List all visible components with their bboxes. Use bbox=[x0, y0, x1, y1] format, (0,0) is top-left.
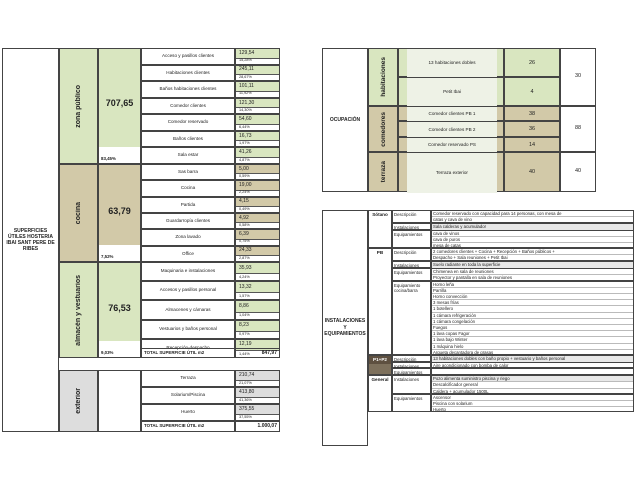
surface-row-value: 4,92 bbox=[236, 214, 279, 223]
occupancy-row-value-cell bbox=[504, 152, 560, 192]
occupancy-row-label: Petit Ibai bbox=[407, 78, 497, 107]
exterior-name: exterior bbox=[75, 388, 82, 414]
occupancy-group bbox=[368, 152, 596, 192]
installations-line: Suelo radiante en toda la superficie bbox=[432, 262, 633, 268]
exterior-row-value: 413,80 bbox=[236, 388, 279, 398]
installations-section-name-cell bbox=[368, 375, 392, 412]
exterior-total-value: 1.000,07 bbox=[235, 421, 280, 432]
installations-line: Proyector y pantalla en sala de reuniones bbox=[433, 274, 513, 280]
zone-total: 63,79 bbox=[108, 206, 131, 216]
surface-row-values bbox=[235, 300, 280, 319]
occupancy-group-name: habitaciones bbox=[379, 57, 387, 97]
occupancy-row-label: Comedor clientes PB 1 bbox=[407, 107, 497, 122]
occupancy-group-name: terraza bbox=[379, 161, 387, 183]
occupancy-row-value: 4 bbox=[530, 88, 534, 95]
zone-pct: 7,52% bbox=[101, 254, 114, 259]
installations-category: Descripción bbox=[394, 212, 417, 217]
surface-row-value: 12,19 bbox=[236, 340, 279, 351]
installations-line: Horno convección bbox=[432, 294, 633, 300]
installations-line: mesa de catas bbox=[433, 242, 461, 248]
surface-row-value: 121,30 bbox=[236, 99, 279, 109]
occupancy-row-label-cell bbox=[398, 106, 504, 121]
installations-category-cell bbox=[392, 223, 431, 230]
surface-row-value: 35,93 bbox=[236, 263, 279, 274]
occupancy-row-label-cell bbox=[398, 121, 504, 136]
surface-row-value: 129,54 bbox=[236, 49, 279, 59]
installations-line: Comedor reservado con capacidad para 14 personas, con mesa de bbox=[432, 211, 633, 217]
surface-row-pct: 6,44% bbox=[239, 124, 250, 129]
occupancy-group bbox=[368, 48, 596, 106]
occupancy-row-value-cell bbox=[504, 77, 560, 106]
installations-category: Equipamientos bbox=[394, 395, 423, 401]
zone-name: almacén y vestuarios bbox=[75, 274, 82, 346]
surface-row-label: Recepción-despacho bbox=[141, 339, 235, 358]
surface-row-pct: 1,97% bbox=[239, 141, 250, 146]
exterior-row-values bbox=[235, 387, 280, 404]
installations-category-cell bbox=[392, 368, 431, 375]
occupancy-group-name-cell bbox=[368, 48, 398, 106]
surface-row-label: Sala estar bbox=[141, 147, 235, 164]
installations-line: Fuegos bbox=[432, 325, 633, 331]
installations-value-cell bbox=[431, 223, 634, 230]
installations-category-cell bbox=[392, 355, 431, 362]
installations-line: 1 botellero bbox=[432, 306, 633, 312]
occupancy-group bbox=[368, 106, 596, 152]
installations-value-cell bbox=[431, 362, 634, 369]
surface-row-label: Acceso y pasillos clientes bbox=[141, 48, 235, 65]
installations-category-cell bbox=[392, 362, 431, 369]
installations-value-cell bbox=[431, 248, 634, 261]
installations-section-name-cell bbox=[368, 355, 392, 375]
surface-total-row bbox=[141, 348, 280, 358]
zone-total: 707,65 bbox=[105, 98, 134, 108]
installations-value-cell bbox=[431, 230, 634, 249]
zone-name: zona público bbox=[75, 84, 82, 128]
surface-row-values bbox=[235, 98, 280, 115]
exterior-row-pct: 21,07% bbox=[239, 380, 252, 385]
surface-row-label: Habitaciones clientes bbox=[141, 65, 235, 82]
installations-line: Parrilla bbox=[432, 288, 633, 294]
installations-line: 1 máquina hielo bbox=[432, 344, 633, 350]
occupancy-row-value-cell bbox=[504, 106, 560, 121]
installations-line: 1 lava bajo Winter bbox=[432, 337, 633, 343]
surface-row-label: Guardarropía clientes bbox=[141, 213, 235, 229]
installations-category: Equipamientos bbox=[394, 269, 423, 275]
surface-row-pct: 14,30% bbox=[239, 107, 252, 112]
surface-row-pct: 15,28% bbox=[239, 58, 252, 63]
occupancy-group-total: 30 bbox=[560, 48, 596, 106]
occupancy-group-name: comedores bbox=[379, 111, 387, 147]
occupancy-group-total: 40 bbox=[560, 152, 596, 192]
installations-line: Piscina con solarium bbox=[432, 401, 633, 407]
surface-table bbox=[2, 48, 280, 432]
surface-row-pct: 2,87% bbox=[239, 255, 250, 260]
installations-category: Instalaciones bbox=[394, 263, 420, 269]
zone-total-cell bbox=[98, 48, 141, 164]
surface-row-label: Baños habitaciones clientes bbox=[141, 81, 235, 98]
surface-row-label: Sas barra bbox=[141, 164, 235, 180]
zone-total-cell bbox=[98, 164, 141, 262]
installations-sections bbox=[368, 210, 634, 446]
exterior-row-value: 375,55 bbox=[236, 405, 279, 415]
installations-category-cell bbox=[392, 261, 431, 268]
installations-category: Descripción bbox=[394, 250, 417, 256]
surface-row-pct: 4,87% bbox=[239, 157, 250, 162]
surface-row-values bbox=[235, 81, 280, 98]
installations-category-cell bbox=[392, 268, 431, 281]
surface-row-pct: 0,49% bbox=[239, 206, 250, 211]
surface-total-label: TOTAL SUPERFICIE ÚTIL m2 bbox=[141, 348, 235, 358]
installations-section bbox=[368, 210, 634, 248]
installations-line: catas y cava de vino bbox=[433, 217, 472, 223]
installations-category-cell bbox=[392, 281, 431, 355]
installations-line: Despacho + Sala reuniones + Petit Ibai bbox=[433, 255, 508, 261]
occupancy-row-label-cell bbox=[398, 137, 504, 152]
installations-category: Equipamientos bbox=[394, 370, 423, 376]
installations-value-cell bbox=[431, 210, 634, 223]
installations-line: 3 mesas frías bbox=[432, 300, 633, 306]
installations-category-cell bbox=[392, 210, 431, 223]
installations-value-cell bbox=[431, 375, 634, 394]
installations-value-cell bbox=[431, 281, 634, 355]
zone-name-cell bbox=[59, 164, 98, 262]
installations-line: Chimenea en sala de reuniones bbox=[432, 269, 633, 275]
installations-category-cell bbox=[392, 394, 431, 413]
installations-line: Descalcificador general bbox=[432, 382, 633, 388]
zone-block bbox=[59, 164, 280, 262]
surface-row-pct: 0,59% bbox=[239, 174, 250, 179]
surface-row-values bbox=[235, 164, 280, 180]
surface-row-value: 8,23 bbox=[236, 321, 279, 332]
surface-row-values bbox=[235, 65, 280, 82]
installations-section bbox=[368, 375, 634, 412]
surface-row-pct: 1,57% bbox=[239, 294, 250, 299]
surface-row-value: 4,15 bbox=[236, 198, 279, 207]
installations-line: Pozo alimenta suministro piscina y riego bbox=[432, 376, 633, 382]
surface-row-label: Zona lavado bbox=[141, 229, 235, 245]
zone-name-cell bbox=[59, 262, 98, 358]
exterior-row-label: Solarium/Piscina bbox=[141, 387, 235, 404]
exterior-row-pct: 41,36% bbox=[239, 397, 252, 402]
occupancy-table bbox=[322, 48, 596, 192]
installations-value-cell bbox=[431, 268, 634, 281]
installations-category: Equipamiento cocina/barra bbox=[394, 282, 421, 294]
occupancy-row-value: 40 bbox=[528, 169, 536, 176]
exterior-row-values bbox=[235, 370, 280, 387]
surface-row-values bbox=[235, 281, 280, 300]
surface-row-values bbox=[235, 147, 280, 164]
installations-line: cava de puros bbox=[432, 237, 633, 243]
occupancy-row-label-cell bbox=[398, 77, 504, 106]
occupancy-row-label: Terraza exterior bbox=[407, 153, 497, 193]
exterior-row-values bbox=[235, 404, 280, 421]
occupancy-group-name-cell bbox=[368, 152, 398, 192]
installations-section-name: Sótano bbox=[369, 211, 391, 219]
installations-line: Aire acondicionado con bomba de calor bbox=[433, 362, 509, 368]
zone-total-cell bbox=[98, 262, 141, 358]
occupancy-row-value-cell bbox=[504, 121, 560, 136]
surface-row-label: Partida bbox=[141, 197, 235, 213]
installations-line: 1 cámara congelación bbox=[432, 319, 633, 325]
zone-total-shade bbox=[99, 165, 140, 245]
occupancy-row-label-cell bbox=[398, 152, 504, 192]
surface-row-pct: 2,24% bbox=[239, 190, 250, 195]
zone-total-shade bbox=[99, 263, 140, 341]
exterior-total-row bbox=[141, 421, 280, 432]
installations-category: Instalaciones bbox=[394, 377, 420, 383]
surface-row-label: Vestuarios y baños personal bbox=[141, 320, 235, 339]
surface-row-values bbox=[235, 262, 280, 281]
installations-line: 1 lava copas Fagor bbox=[432, 331, 633, 337]
surface-table-title bbox=[2, 48, 59, 432]
surface-row-value: 19,00 bbox=[236, 181, 279, 190]
zone-name-cell bbox=[59, 48, 98, 164]
surface-row-value: 54,60 bbox=[236, 115, 279, 125]
surface-row-value: 41,26 bbox=[236, 148, 279, 158]
zone-pct: 9,03% bbox=[101, 350, 114, 355]
occupancy-group-name-cell bbox=[368, 106, 398, 152]
installations-line: 13 habitaciones dobles con baño propio + vestuario y baños personal bbox=[432, 356, 633, 362]
occupancy-group-total: 88 bbox=[560, 106, 596, 152]
surface-row-values bbox=[235, 48, 280, 65]
occupancy-row-value-cell bbox=[504, 48, 560, 77]
surface-row-label: Office bbox=[141, 246, 235, 262]
surface-row-values bbox=[235, 320, 280, 339]
surface-total-value: 847,97 bbox=[235, 348, 280, 358]
zone-total: 76,53 bbox=[108, 303, 131, 313]
installations-category: Equipamientos bbox=[394, 231, 423, 237]
surface-row-label: Comedor reservado bbox=[141, 114, 235, 131]
installations-line: Ascensor bbox=[432, 395, 633, 401]
installations-section bbox=[368, 248, 634, 355]
installations-category: Instalaciones bbox=[394, 363, 420, 369]
occupancy-title-cell bbox=[322, 48, 368, 192]
occupancy-row-label: Comedor reservado PS bbox=[407, 138, 497, 153]
exterior-block bbox=[59, 370, 280, 432]
surface-row-pct: 28,67% bbox=[239, 74, 252, 79]
surface-row-values bbox=[235, 213, 280, 229]
installations-value-cell bbox=[431, 261, 634, 268]
installations-line: Sala calderas y acumulador bbox=[432, 224, 633, 230]
installations-category-cell bbox=[392, 248, 431, 261]
exterior-total-label: TOTAL SUPERFICIE ÚTIL m2 bbox=[141, 421, 235, 432]
surface-row-value: 8,86 bbox=[236, 301, 279, 312]
surface-row-values bbox=[235, 197, 280, 213]
surface-row-values bbox=[235, 131, 280, 148]
occupancy-row-label-cell bbox=[398, 48, 504, 77]
exterior-row-pct: 37,55% bbox=[239, 414, 252, 419]
zone-block bbox=[59, 262, 280, 358]
installations-section-name: PB bbox=[369, 249, 391, 257]
exterior-row-value: 210,74 bbox=[236, 371, 279, 381]
zone-pct: 83,45% bbox=[101, 156, 116, 161]
installations-category: Instalaciones bbox=[394, 224, 420, 230]
installations-line: Huerto bbox=[433, 407, 446, 413]
occupancy-title: OCUPACIÓN bbox=[329, 116, 361, 123]
surface-row-pct: 0,75% bbox=[239, 239, 250, 244]
zone-block bbox=[59, 48, 280, 164]
installations-title-cell bbox=[322, 210, 368, 446]
surface-row-value: 16,73 bbox=[236, 132, 279, 142]
installations-section-name-cell bbox=[368, 210, 392, 248]
occupancy-row-value-cell bbox=[504, 137, 560, 152]
installations-section-name: P1+P2 bbox=[369, 356, 391, 364]
surface-row-label: Maquinaria e instalaciones bbox=[141, 262, 235, 281]
installations-section bbox=[368, 355, 634, 375]
occupancy-row-value: 38 bbox=[528, 110, 536, 117]
surface-row-label: Accesos y pasillos personal bbox=[141, 281, 235, 300]
occupancy-row-label: Comedor clientes PB 2 bbox=[407, 122, 497, 137]
occupancy-row-value: 36 bbox=[528, 126, 536, 133]
installations-value-cell bbox=[431, 368, 634, 375]
exterior-row-label: Huerto bbox=[141, 404, 235, 421]
surface-row-pct: 0,58% bbox=[239, 223, 250, 228]
installations-value-cell bbox=[431, 394, 634, 413]
surface-row-pct: 4,24% bbox=[239, 274, 250, 279]
surface-row-pct: 1,04% bbox=[239, 313, 250, 318]
occupancy-groups bbox=[368, 48, 596, 192]
exterior-total-cell bbox=[98, 370, 141, 432]
installations-line: 1 cámara refrigeración bbox=[432, 313, 633, 319]
installations-line: cava de vinos bbox=[432, 231, 633, 237]
surface-title-text: SUPERFICIES ÚTILES HOSTERIA IBAI SANT PERE DE RIBES bbox=[6, 228, 55, 252]
zone-name: cocina bbox=[75, 201, 82, 225]
surface-row-pct: 1,44% bbox=[239, 351, 250, 356]
surface-row-pct: 11,92% bbox=[239, 91, 252, 96]
installations-category: Descripción bbox=[394, 357, 417, 363]
installations-line: Horno leña bbox=[432, 282, 633, 288]
installations-line: 2 comedores clientes + Cocina + Recepción + Baños públicos + bbox=[432, 249, 633, 255]
surface-row-value: 24,33 bbox=[236, 247, 279, 256]
surface-row-label: Baños clientes bbox=[141, 131, 235, 148]
installations-category-cell bbox=[392, 230, 431, 249]
installations-line: Arqueta decantadora de grasas bbox=[433, 349, 494, 355]
occupancy-row-value: 14 bbox=[528, 141, 536, 148]
occupancy-row-label: 13 habitaciones dobles bbox=[407, 49, 497, 78]
exterior-name-cell bbox=[59, 370, 98, 432]
surface-row-value: 5,00 bbox=[236, 165, 279, 174]
surface-row-value: 101,11 bbox=[236, 82, 279, 92]
surface-row-pct: 0,97% bbox=[239, 332, 250, 337]
surface-row-value: 245,11 bbox=[236, 66, 279, 76]
surface-row-label: Comedor clientes bbox=[141, 98, 235, 115]
surface-row-values bbox=[235, 246, 280, 262]
installations-table bbox=[322, 210, 634, 446]
surface-row-value: 6,39 bbox=[236, 230, 279, 239]
surface-row-label: Almacenes y cámaras bbox=[141, 300, 235, 319]
installations-section-name-cell bbox=[368, 248, 392, 355]
installations-section-name: General bbox=[369, 376, 391, 384]
surface-row-values bbox=[235, 180, 280, 196]
surface-row-value: 13,32 bbox=[236, 282, 279, 293]
surface-row-values bbox=[235, 114, 280, 131]
installations-category-cell bbox=[392, 375, 431, 394]
surface-row-label: Cocina bbox=[141, 180, 235, 196]
installations-line: Caldera + acumulador 1500L bbox=[433, 388, 489, 394]
zones-container bbox=[59, 48, 280, 432]
surface-row-values bbox=[235, 229, 280, 245]
installations-title: INSTALACIONES Y EQUIPAMIENTOS bbox=[324, 318, 366, 338]
occupancy-row-value: 26 bbox=[528, 59, 536, 66]
installations-value-cell bbox=[431, 355, 634, 362]
exterior-row-label: Terraza bbox=[141, 370, 235, 387]
